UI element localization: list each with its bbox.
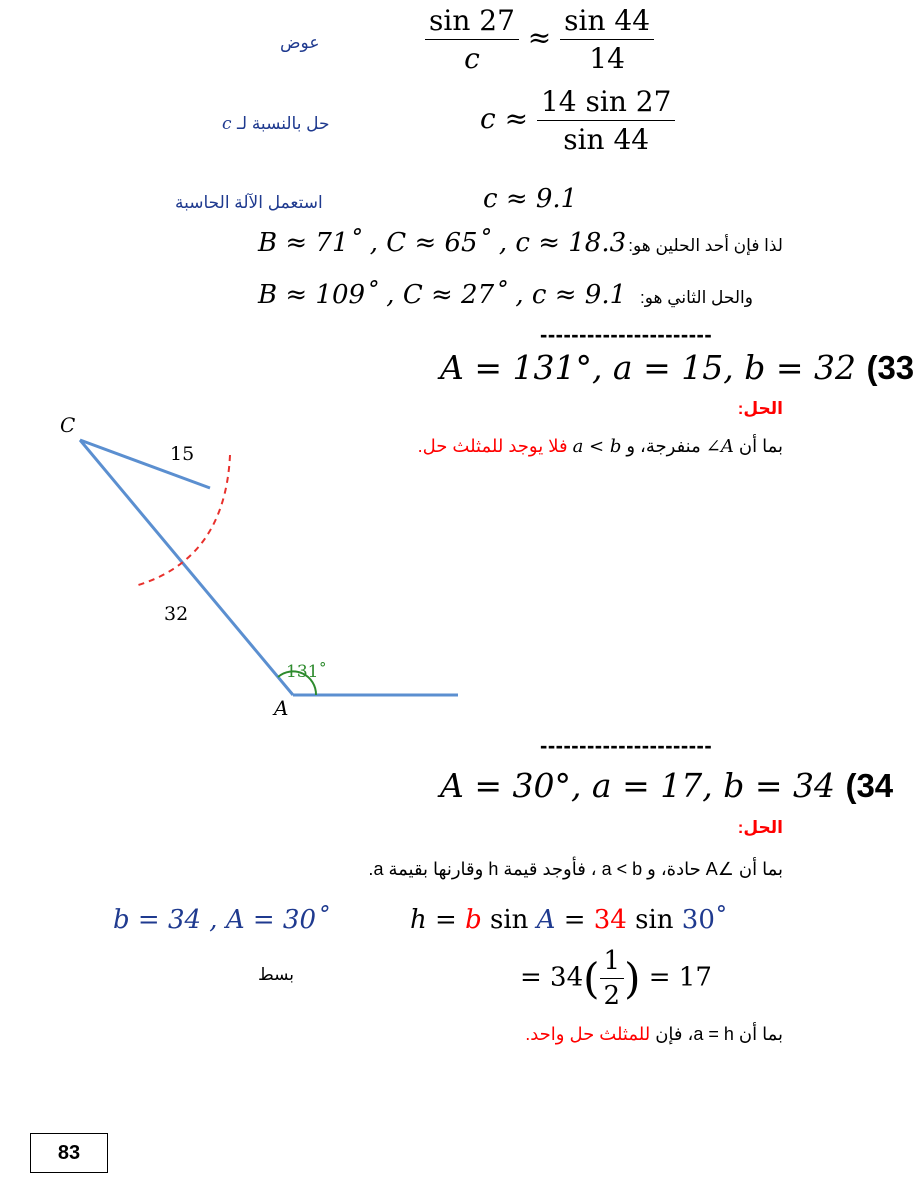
section-separator: ---------------------- bbox=[540, 733, 713, 758]
approx-sign: ≈ bbox=[504, 102, 529, 135]
solution-two-label: والحل الثاني هو: bbox=[640, 288, 753, 307]
fraction-numerator: sin 44 bbox=[560, 4, 654, 40]
text-segment: منفرجة، و bbox=[626, 436, 701, 456]
compass-arc bbox=[135, 455, 230, 586]
no-solution-text: فلا يوجد للمثلث حل. bbox=[417, 436, 568, 456]
problem-34-statement bbox=[440, 766, 893, 805]
text-segment: بما أن bbox=[738, 436, 783, 456]
inequality: a < b bbox=[572, 436, 622, 457]
solution-two-expression: B ≈ 109˚ , C ≈ 27˚ , c ≈ 9.1 bbox=[258, 280, 627, 310]
triangle-figure bbox=[40, 370, 480, 720]
formula-segment: = bbox=[555, 905, 594, 935]
equation-lhs: c bbox=[480, 102, 496, 135]
fraction-denominator: sin 44 bbox=[563, 123, 650, 156]
problem-number: (34 bbox=[845, 767, 894, 804]
step-label-simplify: بسط bbox=[258, 965, 295, 984]
simplify-equation: = 34( $\frac{1}{2}$ ) = 17 bbox=[520, 946, 712, 1011]
formula-segment: = 34 bbox=[520, 962, 584, 993]
problem-given: A = 131°, a = 15, b = 32 bbox=[440, 348, 856, 387]
formula-A: A bbox=[536, 905, 556, 935]
equation-solve-c bbox=[480, 85, 675, 156]
step-label-calculator: استعمل الآلة الحاسبة bbox=[175, 193, 323, 212]
side-a-label: 15 bbox=[170, 443, 195, 465]
solution-heading: الحل: bbox=[737, 818, 783, 837]
fraction-denominator: 2 bbox=[603, 981, 621, 1011]
equation-c-value: c ≈ 9.1 bbox=[483, 184, 578, 214]
formula-34: 34 bbox=[593, 905, 627, 935]
fraction-denominator: c bbox=[464, 42, 480, 75]
problem-number: (33 bbox=[866, 349, 914, 386]
formula-b: b bbox=[465, 905, 482, 935]
formula-30: 30˚ bbox=[681, 905, 728, 935]
fraction-denominator: 14 bbox=[589, 42, 625, 75]
section-separator: ---------------------- bbox=[540, 322, 713, 347]
vertex-a-label: A bbox=[274, 696, 289, 720]
one-solution-text: للمثلث حل واحد. bbox=[525, 1024, 651, 1044]
approx-sign: ≈ bbox=[527, 21, 552, 54]
solution-one-label: لذا فإن أحد الحلين هو: bbox=[628, 236, 783, 255]
equation-sine-ratio bbox=[425, 4, 654, 75]
text-segment: بما أن a = h، فإن bbox=[655, 1024, 783, 1044]
step-label-text: حل بالنسبة لـ bbox=[236, 114, 330, 133]
angle-symbol: ∠A bbox=[705, 436, 734, 457]
problem-34-line-1: بما أن ∠A حادة، و a < b ، فأوجد قيمة h وقارنها بقيمة a. bbox=[368, 859, 783, 879]
fraction-numerator: 14 sin 27 bbox=[537, 85, 675, 121]
fraction-numerator: 1 bbox=[600, 946, 625, 979]
formula-segment: h = bbox=[410, 905, 466, 935]
given-values: b = 34 , A = 30˚ bbox=[113, 905, 330, 935]
step-label-solve bbox=[222, 114, 330, 134]
angle-label: 131˚ bbox=[286, 662, 327, 682]
problem-given: A = 30°, a = 17, b = 34 bbox=[440, 766, 835, 805]
formula-segment: = 17 bbox=[648, 962, 712, 993]
side-b-label: 32 bbox=[164, 603, 189, 625]
problem-33-statement bbox=[440, 348, 914, 387]
formula-segment: sin bbox=[626, 905, 682, 935]
problem-34-conclusion bbox=[525, 1024, 783, 1045]
step-label-substitute: عوض bbox=[280, 33, 320, 52]
fraction-numerator: sin 27 bbox=[425, 4, 519, 40]
page-number: 83 bbox=[30, 1133, 108, 1173]
solution-heading: الحل: bbox=[737, 399, 783, 418]
height-formula bbox=[410, 905, 728, 935]
formula-segment: sin bbox=[481, 905, 537, 935]
step-label-var: c bbox=[222, 114, 232, 134]
solution-one-expression: B ≈ 71˚ , C ≈ 65˚ , c ≈ 18.3 bbox=[258, 228, 627, 258]
vertex-c-label: C bbox=[60, 413, 76, 437]
